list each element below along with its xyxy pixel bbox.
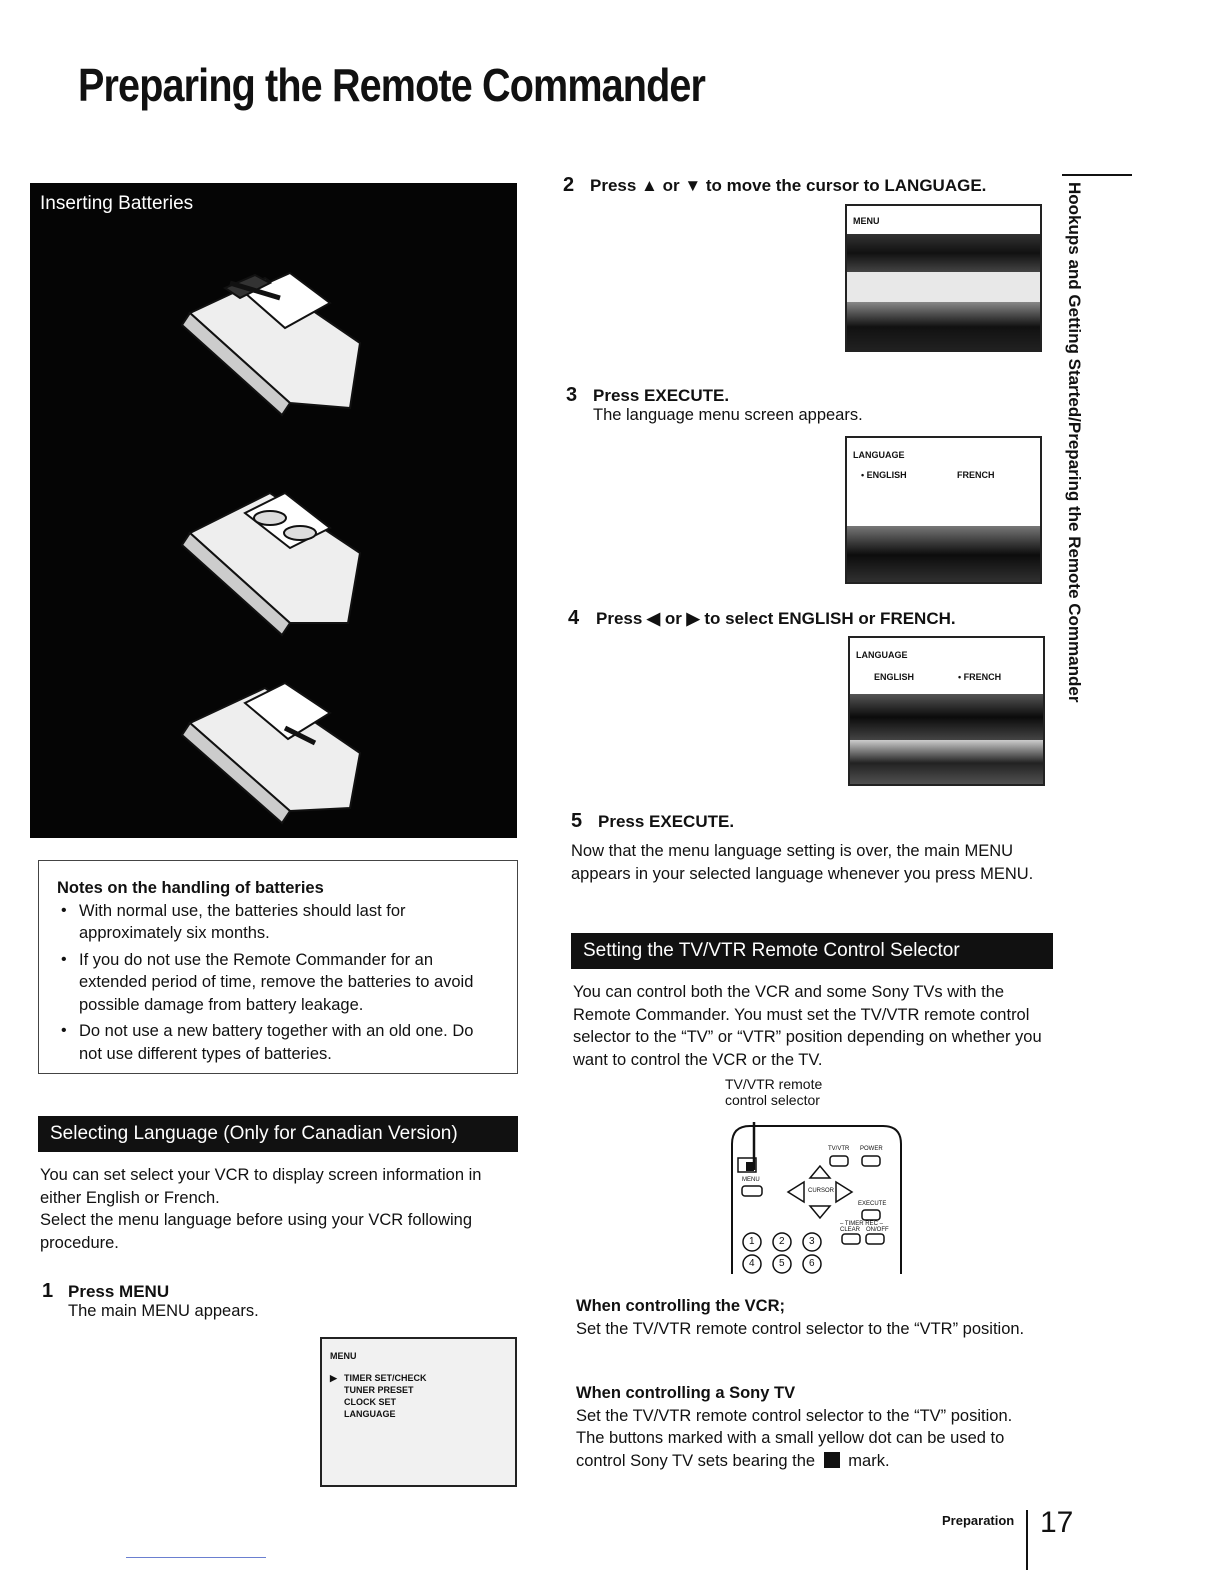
remote-key-4: 4 bbox=[749, 1258, 755, 1269]
selector-intro: You can control both the VCR and some Sony TVs with the Remote Commander. You must set the TV/VTR remote control selector to the “TV” or “VTR” position depending on whether you want to control the VCR or the TV. bbox=[573, 983, 1042, 1069]
side-tab: Hookups and Getting Started/Preparing the Remote Commander bbox=[1065, 182, 1084, 703]
step5-heading: Press EXECUTE. bbox=[598, 812, 735, 831]
battery-note: • With normal use, the batteries should last for approximately six months. bbox=[57, 900, 499, 945]
screen-title: LANGUAGE bbox=[853, 450, 905, 460]
option-french: FRENCH bbox=[957, 470, 995, 480]
selector-callout: TV/VTR remote control selector bbox=[725, 1076, 823, 1108]
remote-batteries-icon bbox=[182, 493, 360, 635]
battery-notes-title: Notes on the handling of batteries bbox=[57, 879, 324, 897]
side-tab-rule bbox=[1062, 174, 1132, 176]
battery-note: • If you do not use the Remote Commander for an extended period of time, remove the batteries to avoid possible damage from battery leakage. bbox=[57, 949, 499, 1017]
vcr-instructions bbox=[576, 1295, 1056, 1340]
remote-label-power: POWER bbox=[860, 1146, 883, 1152]
sony-tv-mark-icon bbox=[824, 1452, 840, 1468]
step1-text: The main MENU appears. bbox=[68, 1302, 259, 1320]
batteries-panel bbox=[30, 183, 517, 838]
footer-section: Preparation bbox=[942, 1513, 1015, 1528]
step2-screen bbox=[845, 204, 1042, 352]
step1-heading: Press MENU bbox=[68, 1282, 170, 1301]
step-number: 2 bbox=[563, 174, 575, 196]
remote-label-clear: CLEAR bbox=[840, 1227, 861, 1233]
tv-text-2: The buttons marked with a small yellow dot can be used to control Sony TV sets bearing the mark. bbox=[576, 1429, 1005, 1470]
battery-notes-box bbox=[38, 860, 518, 1074]
remote-diagram bbox=[730, 1122, 903, 1274]
footer-divider bbox=[1026, 1510, 1028, 1570]
step-number: 4 bbox=[568, 607, 580, 629]
page-number: 17 bbox=[1040, 1506, 1074, 1539]
menu-item: TIMER SET/CHECK bbox=[344, 1373, 427, 1383]
batteries-heading: Inserting Batteries bbox=[40, 193, 194, 214]
main-menu-screen bbox=[320, 1337, 517, 1487]
vcr-text: Set the TV/VTR remote control selector to the “VTR” position. bbox=[576, 1319, 1025, 1338]
language-heading: Selecting Language (Only for Canadian Version) bbox=[38, 1116, 518, 1152]
step3-text: The language menu screen appears. bbox=[593, 406, 863, 424]
step-number: 3 bbox=[566, 384, 578, 406]
language-intro: You can set select your VCR to display screen information in either English or French. Select the menu language before using your VCR following procedure. bbox=[40, 1166, 482, 1252]
option-french: • FRENCH bbox=[958, 672, 1002, 682]
step-number: 1 bbox=[42, 1280, 54, 1302]
remote-key-3: 3 bbox=[809, 1236, 815, 1247]
option-english: • ENGLISH bbox=[861, 470, 907, 480]
menu-screen-title: MENU bbox=[330, 1351, 357, 1361]
page-title: Preparing the Remote Commander bbox=[78, 59, 706, 111]
menu-item: CLOCK SET bbox=[344, 1397, 397, 1407]
battery-illustration bbox=[30, 183, 517, 838]
step5-text: Now that the menu language setting is over, the main MENU appears in your selected language whenever you press MENU. bbox=[571, 842, 1034, 883]
step3-screen bbox=[845, 436, 1042, 584]
tv-heading: When controlling a Sony TV bbox=[576, 1384, 796, 1402]
option-english: ENGLISH bbox=[874, 672, 915, 682]
selector-heading: Setting the TV/VTR Remote Control Selector bbox=[571, 933, 1053, 969]
remote-label-menu: MENU bbox=[742, 1177, 760, 1183]
remote-label-timer: – TIMER REC – bbox=[840, 1221, 883, 1227]
remote-key-2: 2 bbox=[779, 1236, 785, 1247]
screen-title: MENU bbox=[853, 216, 880, 226]
step4-heading: Press ◀ or ▶ to select ENGLISH or FRENCH. bbox=[596, 609, 956, 628]
remote-key-5: 5 bbox=[779, 1258, 785, 1269]
menu-item: LANGUAGE bbox=[344, 1409, 396, 1419]
remote-key-6: 6 bbox=[809, 1258, 815, 1269]
step3-heading: Press EXECUTE. bbox=[593, 386, 730, 405]
remote-label-execute: EXECUTE bbox=[858, 1201, 887, 1207]
step4-screen bbox=[848, 636, 1045, 786]
tv-instructions bbox=[576, 1382, 1056, 1472]
menu-item: TUNER PRESET bbox=[344, 1385, 414, 1395]
tv-text: Set the TV/VTR remote control selector to the “TV” position. bbox=[576, 1406, 1013, 1425]
bottom-rule bbox=[126, 1557, 266, 1558]
remote-key-1: 1 bbox=[749, 1236, 755, 1247]
remote-label-cursor: CURSOR bbox=[808, 1188, 835, 1194]
remote-outline-icon bbox=[730, 1122, 903, 1274]
battery-note: • Do not use a new battery together with an old one. Do not use different types of batteries. bbox=[57, 1020, 499, 1065]
remote-label-onoff: ON/OFF bbox=[866, 1227, 889, 1233]
menu-cursor-icon: ▶ bbox=[330, 1373, 337, 1383]
remote-label-tvvtr: TV/VTR bbox=[828, 1146, 850, 1152]
remote-back-close-icon bbox=[182, 683, 360, 823]
step2-heading: Press ▲ or ▼ to move the cursor to LANGUAGE. bbox=[590, 176, 987, 195]
remote-back-open-icon bbox=[182, 273, 360, 415]
vcr-heading: When controlling the VCR; bbox=[576, 1297, 785, 1315]
screen-title: LANGUAGE bbox=[856, 650, 908, 660]
step-number: 5 bbox=[571, 810, 583, 832]
